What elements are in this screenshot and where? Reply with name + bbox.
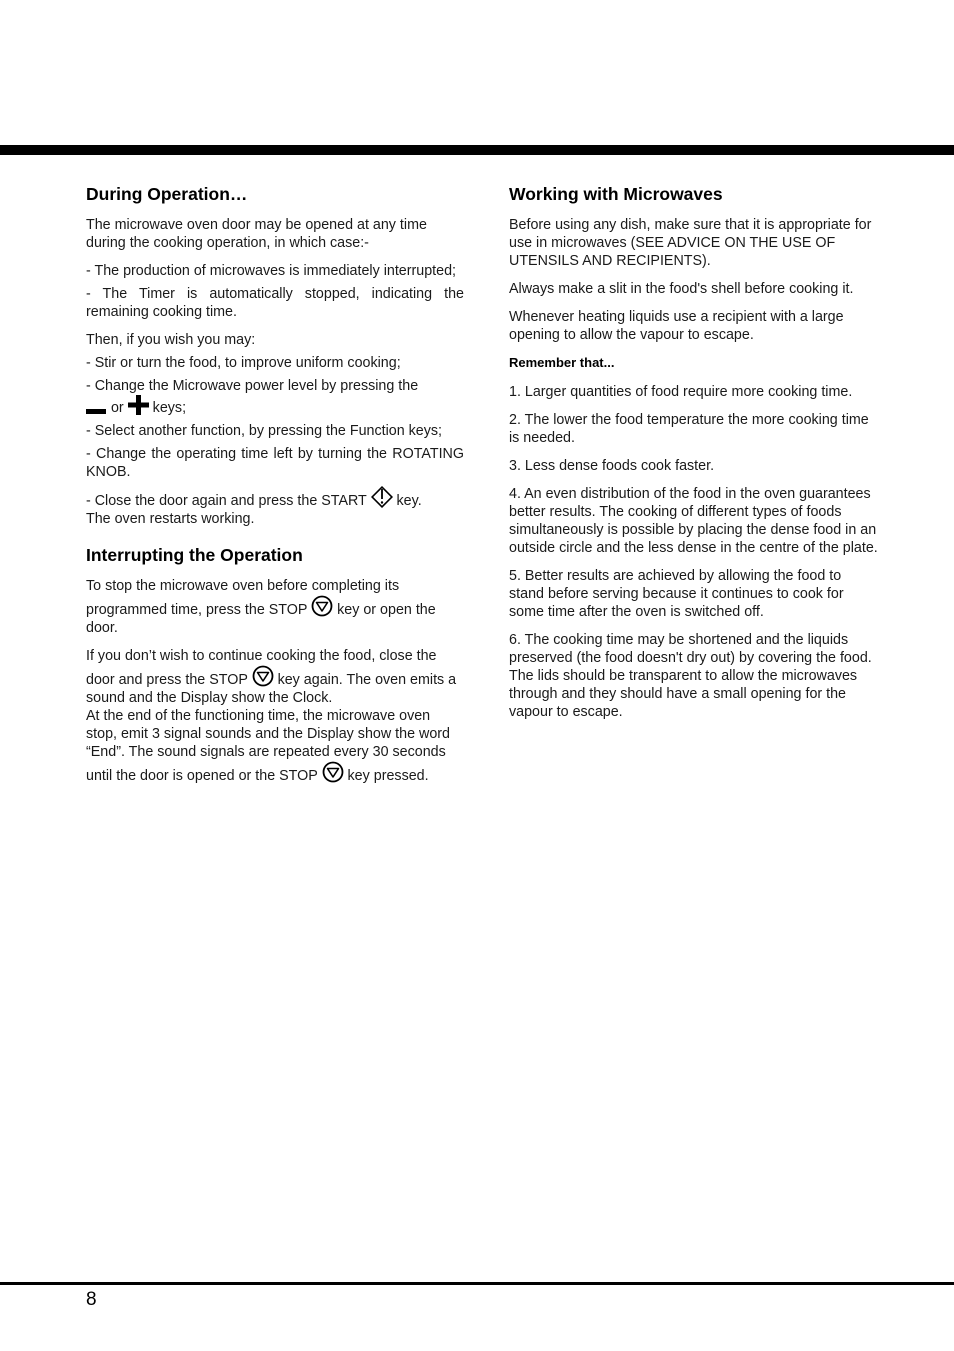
left-column xyxy=(86,183,464,790)
interrupting-paragraph-3-text-a: At the end of the functioning time, the microwave oven stop, emit 3 signal sounds and the Display show the word “End”. The sound signals are repeated every 30 seconds until the door is opened or the STOP xyxy=(86,708,450,784)
interrupting-paragraph-2-text-a: If you don’t wish to continue cooking the food, close the door and press the STOP xyxy=(86,648,437,688)
list-item: 6. The cooking time may be shortened and the liquids preserved (the food doesn't dry out) by covering the food. The lids should be transparent to allow the microwaves through and they should have a small opening for the vapour to escape. xyxy=(509,632,872,720)
during-paragraph-9-text-a: - Close the door again and press the START xyxy=(86,493,367,509)
plus-key-icon xyxy=(128,395,149,415)
interrupting-paragraph-1-text-a: To stop the microwave oven before completing its programmed time, press the STOP xyxy=(86,578,400,618)
during-paragraph-6 xyxy=(86,377,464,417)
interrupting-paragraph-1 xyxy=(86,577,464,637)
during-paragraph-2: - The production of microwaves is immediately interrupted; xyxy=(86,263,457,279)
interrupting-paragraph-2-text-b: key again. The oven emits a sound and the Display show the Clock. xyxy=(86,672,457,706)
list-item: 2. The lower the food temperature the more cooking time is needed. xyxy=(509,412,869,446)
list-item: 4. An even distribution of the food in the oven guarantees better results. The cooking of different types of foods simultaneously is possible by placing the dense food in an outside circle and the less dense in the centre of the plate. xyxy=(509,486,878,556)
page-number: 8 xyxy=(86,1289,97,1310)
during-paragraph-1: The microwave oven door may be opened at any time during the cooking operation, in which case:- xyxy=(86,217,427,251)
list-item: 5. Better results are achieved by allowing the food to stand before serving because it continues to cook for some time after the oven is switched off. xyxy=(509,568,844,620)
stop-key-icon xyxy=(322,761,344,783)
working-paragraph-1: Before using any dish, make sure that it is appropriate for use in microwaves (SEE ADVICE ON THE USE OF UTENSILS AND RECIPIENTS). xyxy=(509,217,872,269)
section-title-interrupting: Interrupting the Operation xyxy=(86,545,303,565)
section-title-during-operation: During Operation… xyxy=(86,184,248,204)
right-column xyxy=(509,183,880,731)
minus-key-icon xyxy=(86,401,107,415)
working-paragraph-2: Always make a slit in the food's shell before cooking it. xyxy=(509,281,854,297)
during-paragraph-9-text-b: key. xyxy=(396,493,422,509)
list-item: 3. Less dense foods cook faster. xyxy=(509,458,715,474)
bottom-rule xyxy=(0,1282,954,1285)
start-key-icon xyxy=(371,486,393,508)
during-paragraph-6-text-a: - Change the Microwave power level by pressing the xyxy=(86,378,419,394)
section-title-working-with-microwaves: Working with Microwaves xyxy=(509,184,723,204)
during-paragraph-6-text-c: keys; xyxy=(152,400,187,416)
during-paragraph-4: Then, if you wish you may: xyxy=(86,332,256,348)
stop-key-icon xyxy=(311,595,333,617)
interrupting-paragraph-1-text-b: key or open the door. xyxy=(86,602,436,636)
during-paragraph-7: - Select another function, by pressing the Function keys; xyxy=(86,423,443,439)
interrupting-paragraph-3 xyxy=(86,707,464,785)
during-paragraph-3: - The Timer is automatically stopped, indicating the remaining cooking time. xyxy=(86,286,464,320)
interrupting-paragraph-2 xyxy=(86,647,464,707)
working-paragraph-3: Whenever heating liquids use a recipient with a large opening to allow the vapour to escape. xyxy=(509,309,844,343)
interrupting-paragraph-3-text-b: key pressed. xyxy=(347,768,429,784)
list-item: 1. Larger quantities of food require more cooking time. xyxy=(509,384,853,400)
during-paragraph-9-text-c: The oven restarts working. xyxy=(86,511,255,527)
top-rule xyxy=(0,145,954,155)
remember-heading: Remember that... xyxy=(509,355,615,370)
during-paragraph-8: - Change the operating time left by turning the ROTATING KNOB. xyxy=(86,446,464,480)
during-paragraph-6-text-b: or xyxy=(110,400,124,416)
stop-key-icon xyxy=(252,665,274,687)
during-paragraph-9 xyxy=(86,486,464,528)
during-paragraph-5: - Stir or turn the food, to improve uniform cooking; xyxy=(86,355,401,371)
